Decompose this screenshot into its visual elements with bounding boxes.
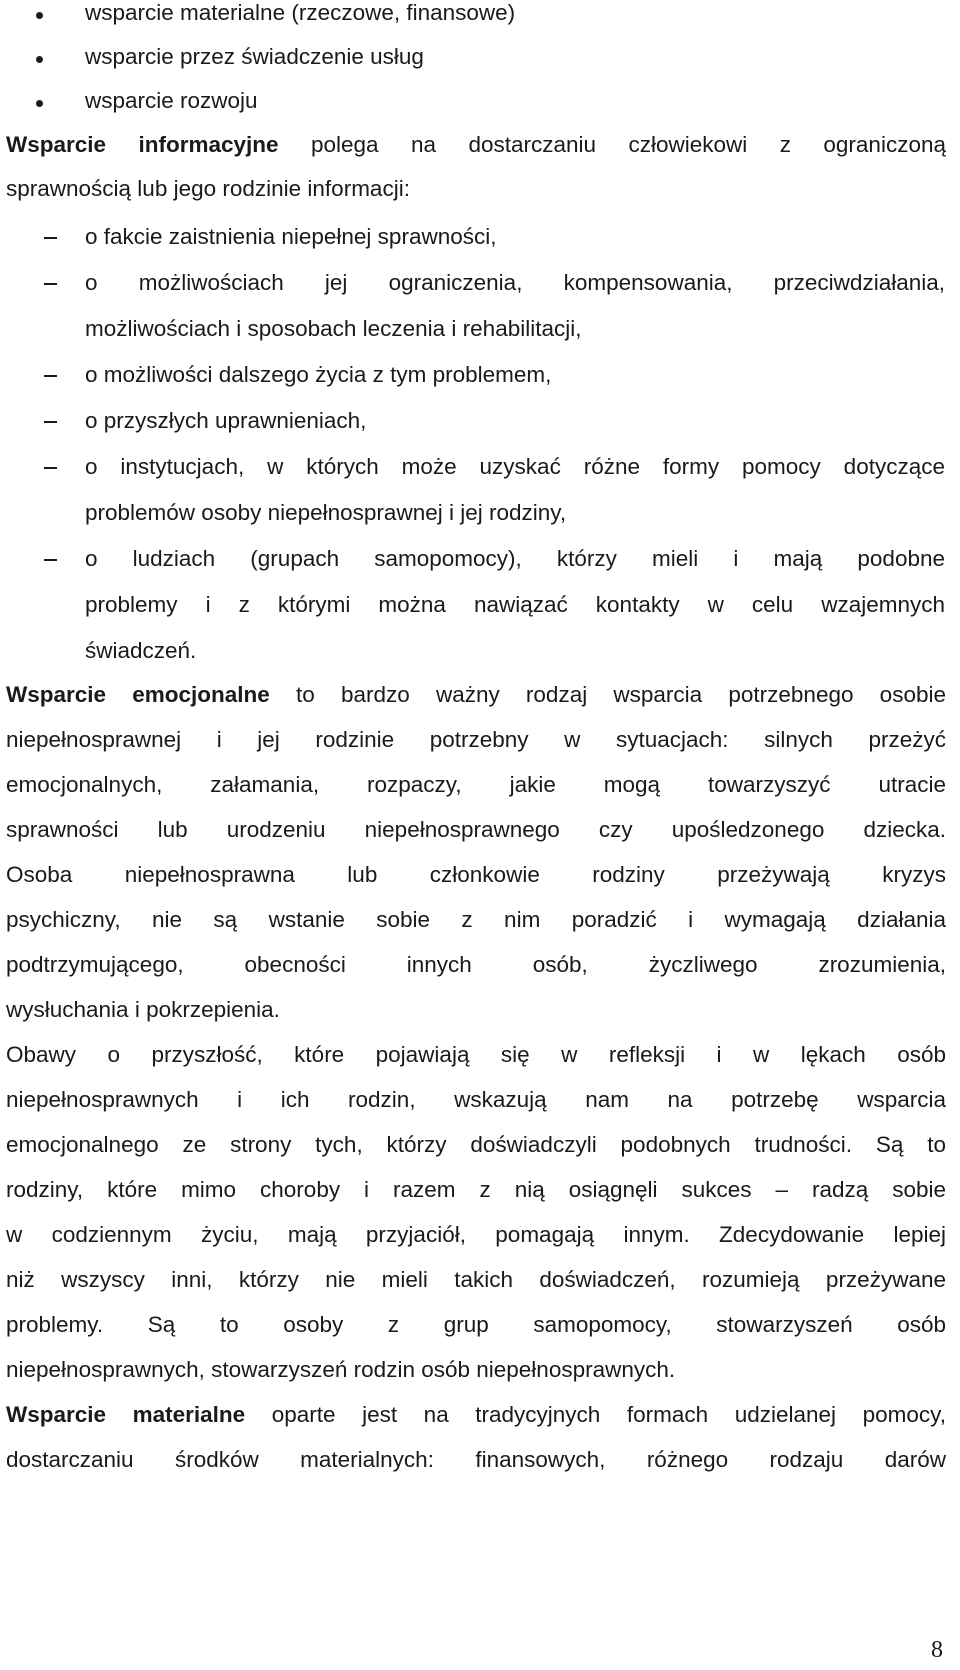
bullet-icon [36,12,43,19]
bullet-item: wsparcie rozwoju [85,88,258,113]
emo-paragraph-line: podtrzymującego, obecności innych osób, życzliwego zrozumienia, [6,952,946,977]
dash-icon [44,421,57,423]
fears-paragraph-line: niepełnosprawnych, stowarzyszeń rodzin osób niepełnosprawnych. [6,1357,676,1382]
info-list-item-cont: możliwościach i sposobach leczenia i rehabilitacji, [85,316,582,341]
dash-icon [44,237,57,239]
emo-paragraph-line: wysłuchania i pokrzepienia. [6,997,280,1022]
info-list-item: o przyszłych uprawnieniach, [85,408,367,433]
fears-paragraph-line: rodziny, które mimo choroby i razem z nią osiągnęli sukces – radzą sobie [6,1177,946,1202]
mat-paragraph-line: Wsparcie materialne oparte jest na tradycyjnych formach udzielanej pomocy, [6,1402,946,1427]
fears-paragraph-line: niż wszyscy inni, którzy nie mieli takich doświadczeń, rozumieją przeżywane [6,1267,946,1292]
bullet-item: wsparcie materialne (rzeczowe, finansowe) [85,0,516,25]
fears-paragraph-line: w codziennym życiu, mają przyjaciół, pomagają innym. Zdecydowanie lepiej [6,1222,946,1247]
emo-paragraph-line: niepełnosprawnej i jej rodzinie potrzebny w sytuacjach: silnych przeżyć [6,727,946,752]
info-heading: Wsparcie informacyjne [6,132,279,157]
info-list-item: o ludziach (grupach samopomocy), którzy mieli i mają podobne [85,546,945,571]
info-list-item: o możliwościach jej ograniczenia, kompensowania, przeciwdziałania, [85,270,945,295]
info-list-item: o możliwości dalszego życia z tym problemem, [85,362,552,387]
info-paragraph-line: sprawnością lub jego rodzinie informacji: [6,176,410,201]
dash-icon [44,283,57,285]
emo-paragraph-line: Wsparcie emocjonalne to bardzo ważny rodzaj wsparcia potrzebnego osobie [6,682,946,707]
info-paragraph-line: Wsparcie informacyjne polega na dostarczaniu człowiekowi z ograniczoną [6,132,946,157]
bullet-icon [36,56,43,63]
dash-icon [44,375,57,377]
emo-paragraph-line: Osoba niepełnosprawna lub członkowie rodziny przeżywają kryzys [6,862,946,887]
info-list-item-cont: problemów osoby niepełnosprawnej i jej rodziny, [85,500,567,525]
info-list-item-cont: problemy i z którymi można nawiązać kontakty w celu wzajemnych [85,592,945,617]
dash-icon [44,467,57,469]
fears-paragraph-line: emocjonalnego ze strony tych, którzy doświadczyli podobnych trudności. Są to [6,1132,946,1157]
mat-heading: Wsparcie materialne [6,1402,246,1427]
emo-paragraph-line: emocjonalnych, załamania, rozpaczy, jakie mogą towarzyszyć utracie [6,772,946,797]
emo-heading: Wsparcie emocjonalne [6,682,270,707]
fears-paragraph-line: Obawy o przyszłość, które pojawiają się w refleksji i w lękach osób [6,1042,946,1067]
mat-paragraph-line: dostarczaniu środków materialnych: finansowych, różnego rodzaju darów [6,1447,946,1472]
bullet-icon [36,100,43,107]
dash-icon [44,559,57,561]
emo-paragraph-line: psychiczny, nie są wstanie sobie z nim poradzić i wymagają działania [6,907,946,932]
bullet-item: wsparcie przez świadczenie usług [85,44,424,69]
info-list-item: o instytucjach, w których może uzyskać różne formy pomocy dotyczące [85,454,945,479]
info-list-item-cont: świadczeń. [85,638,197,663]
page-number: 8 [931,1637,943,1663]
info-list-item: o fakcie zaistnienia niepełnej sprawności, [85,224,497,249]
fears-paragraph-line: problemy. Są to osoby z grup samopomocy, stowarzyszeń osób [6,1312,946,1337]
fears-paragraph-line: niepełnosprawnych i ich rodzin, wskazują nam na potrzebę wsparcia [6,1087,946,1112]
emo-paragraph-line: sprawności lub urodzeniu niepełnosprawnego czy upośledzonego dziecka. [6,817,946,842]
